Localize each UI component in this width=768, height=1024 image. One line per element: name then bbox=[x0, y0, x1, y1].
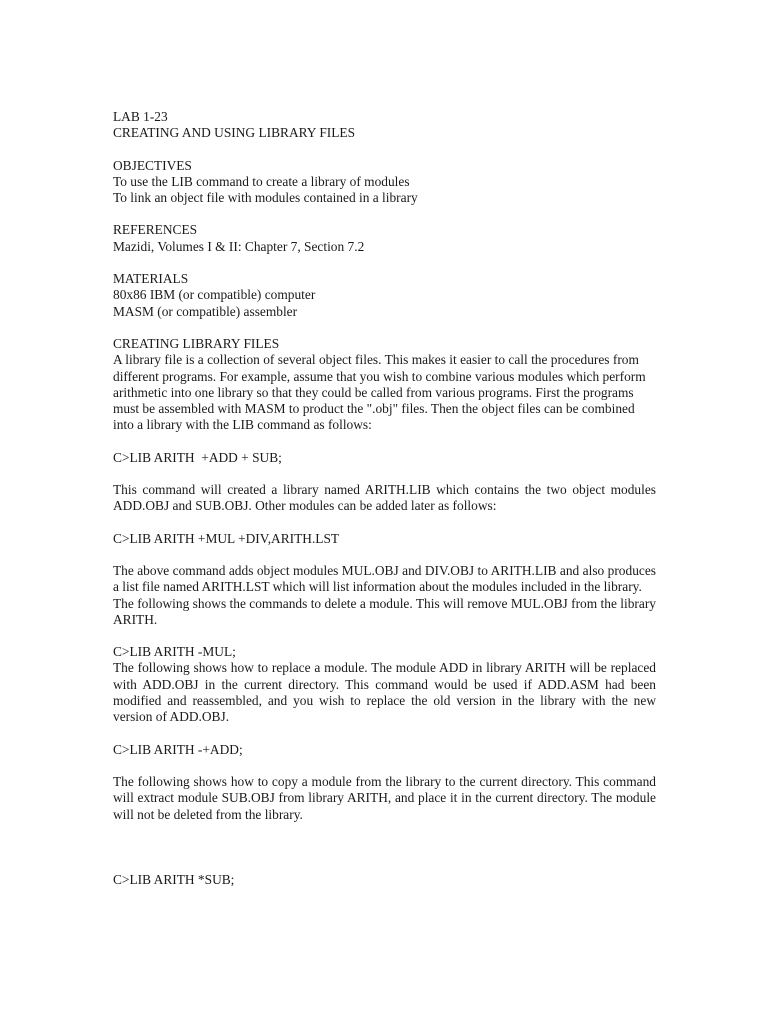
intro-paragraph: A library file is a collection of several object files. This makes it easier to call the procedures from different programs. For example, assume that you wish to combine various modules which perform arithmetic into one library so that they could be called from various programs. First the programs must be assembled with MASM to product the ".obj" files. Then the object files can be combined into a library with the LIB command as follows: bbox=[113, 352, 646, 433]
creating-heading: CREATING LIBRARY FILES bbox=[113, 335, 280, 351]
lab-number: LAB 1-23 bbox=[113, 109, 168, 124]
create-paragraph: This command will created a library named ARITH.LIB which contains the two object modules ADD.OBJ and SUB.OBJ. Other modules can be added later as follows: bbox=[113, 482, 656, 514]
command-delete: C>LIB ARITH -MUL; bbox=[113, 644, 236, 660]
add-paragraph: The above command adds object modules MUL.OBJ and DIV.OBJ to ARITH.LIB and also produces a list file named ARITH.LST which will list information about the modules included in the library. bbox=[113, 562, 656, 595]
objectives-heading: OBJECTIVES bbox=[113, 157, 192, 173]
materials-heading: MATERIALS bbox=[113, 271, 189, 287]
replace-paragraph: The following shows how to replace a module. The module ADD in library ARITH will be replaced with ADD.OBJ in the current directory. This command would be used if ADD.ASM had been modified and reassembled, and you wish to replace the old version in the library with the new version of ADD.OBJ. bbox=[113, 660, 656, 725]
command-replace: C>LIB ARITH -+ADD; bbox=[113, 741, 243, 757]
delete-paragraph: The following shows the commands to delete a module. This will remove MUL.OBJ from the library ARITH. bbox=[113, 595, 656, 627]
copy-paragraph: The following shows how to copy a module from the library to the current directory. This command will extract module SUB.OBJ from library ARITH, and place it in the current directory. The module will not be deleted from the library. bbox=[113, 773, 656, 822]
material-item: 80x86 IBM (or compatible) computer bbox=[113, 287, 316, 303]
material-item: MASM (or compatible) assembler bbox=[113, 303, 298, 319]
document-body bbox=[113, 109, 656, 888]
lab-title: CREATING AND USING LIBRARY FILES bbox=[113, 125, 356, 141]
references-text: Mazidi, Volumes I & II: Chapter 7, Section 7.2 bbox=[113, 238, 365, 254]
objective-item: To link an object file with modules contained in a library bbox=[113, 190, 418, 206]
command-create: C>LIB ARITH +ADD + SUB; bbox=[113, 449, 282, 465]
command-copy: C>LIB ARITH *SUB; bbox=[113, 871, 235, 887]
references-heading: REFERENCES bbox=[113, 222, 198, 238]
command-add: C>LIB ARITH +MUL +DIV,ARITH.LST bbox=[113, 530, 340, 546]
objective-item: To use the LIB command to create a library of modules bbox=[113, 173, 410, 189]
